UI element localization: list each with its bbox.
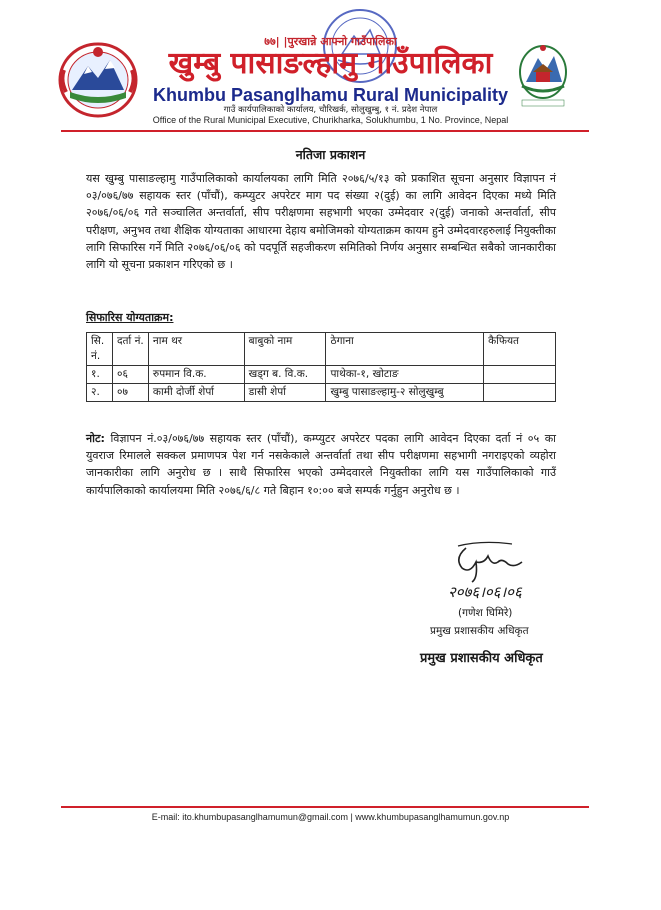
recommendation-table: [86, 332, 556, 402]
municipality-title-nepali: खुम्बु पासाङल्हामु गाउँपालिका: [168, 46, 493, 81]
municipality-title-english: Khumbu Pasanglhamu Rural Municipality: [152, 85, 509, 105]
cell-address: खुम्बु पासाङल्हामु-२ सोलुखुम्बु: [326, 384, 484, 402]
header-cell-remarks: कैफियत: [484, 333, 556, 366]
notice-note: [86, 430, 556, 499]
header-divider: [61, 130, 589, 132]
footer-divider: [61, 806, 589, 808]
cell-remarks: [484, 384, 556, 402]
cell-serial: १.: [87, 366, 113, 384]
cell-address: पाथेका-१, खोटाङ: [326, 366, 484, 384]
footer-contact: E-mail: ito.khumbupasanglhamumun@gmail.com | www.khumbupasanglhamumun.gov.np: [151, 812, 510, 822]
signature-date: २०७६।०६।०६: [448, 583, 522, 601]
signatory-title: प्रमुख प्रशासकीय अधिकृत: [430, 625, 529, 637]
note-label: नोट:: [86, 432, 105, 445]
cell-serial: २.: [87, 384, 113, 402]
header-tagline: ७७| |पुरखान्ने आफ्नो गाउँपालिका: [264, 35, 397, 48]
table-row: [87, 366, 556, 384]
header-cell-reg: दर्ता नं.: [112, 333, 148, 366]
header-cell-serial: सि. नं.: [87, 333, 113, 366]
office-address-english: Office of the Rural Municipal Executive, Churikharka, Solukhumbu, 1 No. Province, Nepal: [152, 115, 509, 125]
header-cell-address: ठेगाना: [326, 333, 484, 366]
cell-remarks: [484, 366, 556, 384]
cell-reg: ०६: [112, 366, 148, 384]
recommendation-heading: सिफारिस योग्यताक्रम:: [86, 311, 174, 324]
header-cell-father: बाबुको नाम: [244, 333, 326, 366]
cell-reg: ०७: [112, 384, 148, 402]
table-row: [87, 384, 556, 402]
cell-name: रुपमान वि.क.: [148, 366, 244, 384]
notice-paragraph: यस खुम्बु पासाङल्हामु गाउँपालिकाको कार्यालयका लागि मिति २०७६/५/१३ को प्रकाशित सूचना अनुसार विज्ञापन नं ०३/०७६/७७ सहायक स्तर (पाँचौं), कम्प्युटर अपरेटर माग पद संख्या २(दुई) का लागि आवेदन दिएका मध्ये मिति २०७६/०६/०६ गते सञ्चालित अन्तर्वार्ता, सीप परीक्षणमा सहभागी भएका उम्मेदवार २(दुई) जनाको अन्तर्वार्ता, सीप परीक्षण, अनुभव तथा शैक्षिक योग्यताका आधारमा देहाय बमोजिमको योग्यताक्रम कायम हुने उम्मेदवारहरुलाई नियुक्तीका लागि सिफारिस गर्ने मिति २०७६/०६/०६ को पदपूर्ति सहजीकरण समितिको निर्णय अनुसार सम्बन्धित सबैको जानकारीका लागि यो सूचना प्रकाशन गरिएको छ ।: [86, 172, 556, 272]
office-address-nepali: गाउँ कार्यपालिकाको कार्यालय, चौरिखर्क, सोलुखुम्बु, १ नं. प्रदेश नेपाल: [223, 105, 438, 115]
cell-father: डासी शेर्पा: [244, 384, 326, 402]
table-header-row: [87, 333, 556, 366]
note-text: विज्ञापन नं.०३/०७६/७७ सहायक स्तर (पाँचौं), कम्प्युटर अपरेटर पदका लागि आवेदन दिएका दर्ता नं ०५ का युवराज रिमालले सक्कल प्रमाणपत्र पेश गर्न नसकेकाले अन्तर्वार्ता तथा सीप परीक्षणमा सहभागी नगराइएको व्यहोरा जानकारीका लागि अनुरोध छ । साथै सिफारिस भएको उम्मेदवारले नियुक्तीका लागि यस गाउँपालिकाको गाउँ कार्यपालिकाको कार्यालयमा मिति २०७६/६/८ गते बिहान १०:०० बजे सम्पर्क गर्नुहुन अनुरोध छ ।: [86, 432, 556, 497]
signatory-name: (गणेश घिमिरे): [458, 607, 513, 619]
signature-scribble: [422, 538, 562, 588]
header-cell-name: नाम थर: [148, 333, 244, 366]
cell-father: खड्ग ब. वि.क.: [244, 366, 326, 384]
signatory-title-stamp: प्रमुख प्रशासकीय अधिकृत: [420, 651, 543, 666]
notice-title: नतिजा प्रकाशन: [295, 147, 366, 162]
cell-name: कामी दोर्जी शेर्पा: [148, 384, 244, 402]
